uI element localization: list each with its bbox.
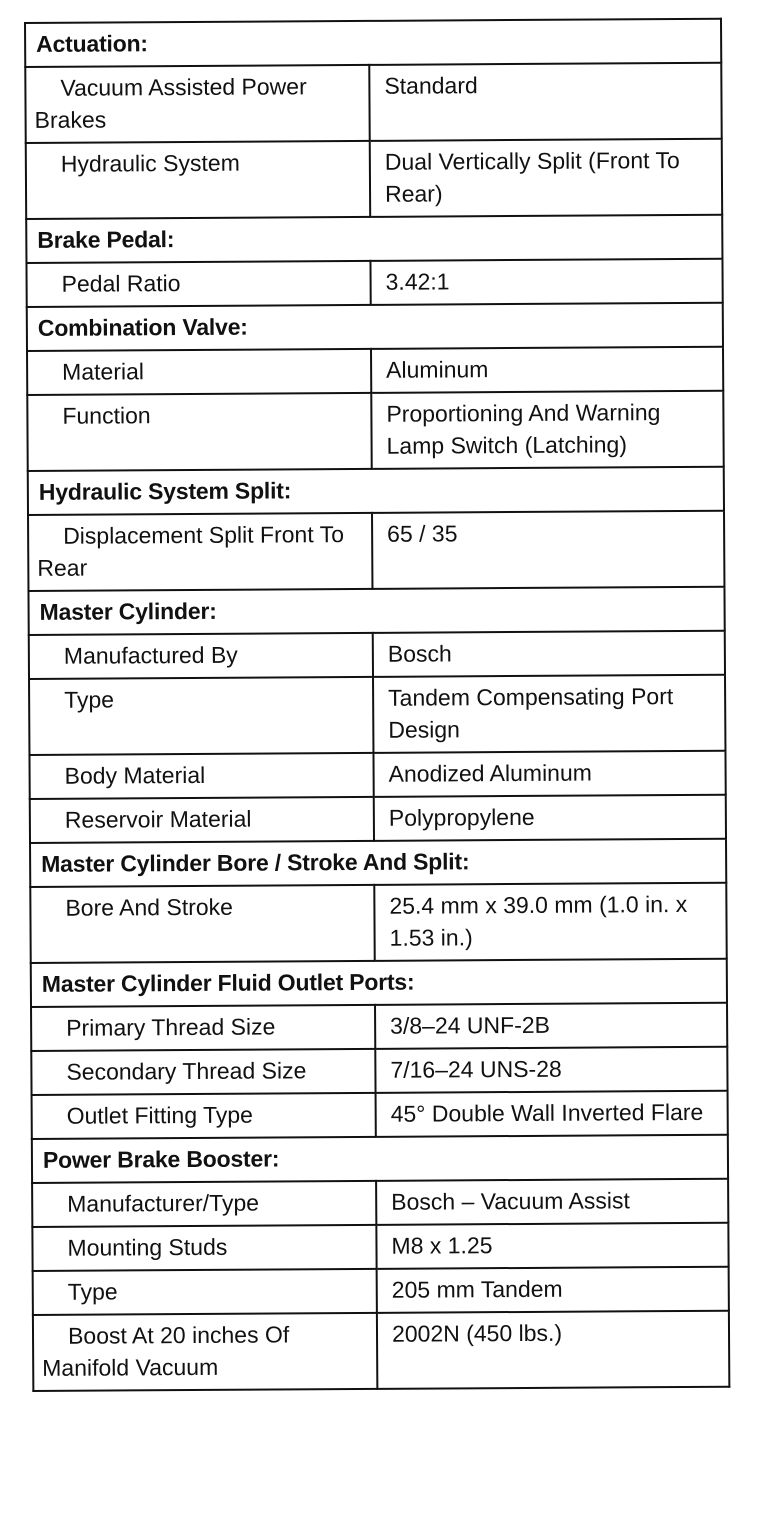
spec-row [30, 795, 726, 843]
spec-row [25, 63, 721, 143]
spec-label-cell [27, 349, 371, 395]
spec-label-cell [32, 1225, 376, 1271]
spec-label-cell [29, 677, 373, 755]
spec-label: Boost At 20 inches Of Manifold Vacuum [42, 1321, 290, 1381]
spec-value-cell [375, 1003, 727, 1049]
spec-row [29, 675, 725, 755]
spec-label-cell [32, 1093, 376, 1139]
spec-label: Reservoir Material [64, 805, 252, 833]
spec-label: Material [62, 358, 145, 385]
spec-row [31, 1047, 727, 1095]
spec-row [30, 883, 726, 963]
spec-label: Hydraulic System [60, 149, 240, 177]
spec-row [29, 631, 725, 679]
spec-label: Bore And Stroke [65, 893, 233, 921]
section-header-row [28, 587, 724, 635]
spec-value-cell [373, 751, 725, 797]
section-header-row [32, 1135, 728, 1183]
spec-label-cell [31, 1005, 375, 1051]
section-title: Master Cylinder: [28, 587, 724, 635]
spec-label-cell [33, 1269, 377, 1315]
brake-specifications-table [24, 18, 730, 1392]
spec-row [33, 1267, 729, 1315]
spec-label-cell [30, 797, 374, 843]
section-title: Combination Valve: [27, 303, 723, 351]
spec-row [26, 259, 722, 307]
spec-value-cell [377, 1311, 729, 1389]
spec-value: 2002N (450 lbs.) [391, 1319, 563, 1347]
spec-row [29, 751, 725, 799]
spec-label: Function [62, 402, 151, 429]
spec-row [31, 1003, 727, 1051]
section-header-row [27, 303, 723, 351]
spec-value-cell [371, 347, 723, 393]
spec-value-cell [369, 63, 721, 141]
spec-value-cell [374, 883, 726, 961]
spec-row [27, 347, 723, 395]
spec-label: Primary Thread Size [66, 1013, 276, 1041]
spec-label: Manufactured By [63, 641, 238, 669]
spec-label-cell [28, 513, 372, 591]
section-header-row [31, 959, 727, 1007]
spec-value-cell [371, 391, 723, 469]
section-title: Master Cylinder Bore / Stroke And Split: [30, 839, 726, 887]
spec-label: Mounting Studs [67, 1233, 228, 1261]
spec-value: Dual Vertically Split (Front To Rear) [384, 146, 680, 207]
section-title: Brake Pedal: [26, 215, 722, 263]
spec-value-cell [373, 631, 725, 677]
section-title: Actuation: [25, 19, 721, 67]
section-header-row [26, 215, 722, 263]
spec-row [28, 511, 724, 591]
spec-label-cell [27, 393, 371, 471]
spec-value: 205 mm Tandem [391, 1275, 563, 1303]
spec-label: Type [64, 686, 115, 713]
spec-value: Anodized Aluminum [388, 759, 592, 787]
spec-label: Manufacturer/Type [67, 1189, 260, 1217]
spec-value: 65 / 35 [387, 520, 458, 547]
spec-value-cell [370, 259, 722, 305]
spec-value-cell [377, 1267, 729, 1313]
spec-table-body [25, 19, 729, 1391]
spec-value: Polypropylene [388, 803, 535, 831]
spec-value: 3/8–24 UNF-2B [390, 1011, 551, 1039]
section-header-row [25, 19, 721, 67]
spec-value-cell [370, 139, 722, 217]
section-header-row [30, 839, 726, 887]
spec-label-cell [29, 633, 373, 679]
spec-value: Proportioning And Warning Lamp Switch (Latching) [386, 399, 661, 459]
spec-row [33, 1311, 729, 1391]
spec-value: Bosch – Vacuum Assist [391, 1187, 630, 1215]
spec-value-cell [376, 1091, 728, 1137]
spec-value-cell [374, 795, 726, 841]
spec-label-cell [25, 65, 369, 143]
spec-label-cell [30, 885, 374, 963]
spec-value: M8 x 1.25 [391, 1232, 493, 1259]
section-title: Power Brake Booster: [32, 1135, 728, 1183]
section-title: Hydraulic System Split: [28, 467, 724, 515]
spec-label: Pedal Ratio [61, 270, 181, 297]
spec-label: Outlet Fitting Type [66, 1101, 253, 1129]
spec-value-cell [373, 675, 725, 753]
spec-label-cell [29, 753, 373, 799]
spec-label-cell [26, 261, 370, 307]
spec-label: Body Material [64, 761, 206, 789]
spec-row [26, 139, 722, 219]
spec-value: Standard [384, 72, 478, 99]
spec-label-cell [33, 1313, 377, 1391]
spec-value: 45° Double Wall Inverted Flare [390, 1098, 704, 1127]
spec-label-cell [32, 1181, 376, 1227]
spec-value: Tandem Compensating Port Design [388, 683, 674, 743]
spec-value-cell [372, 511, 724, 589]
spec-value: 25.4 mm x 39.0 mm (1.0 in. x 1.53 in.) [389, 890, 688, 951]
spec-label: Vacuum Assisted Power Brakes [34, 73, 307, 133]
spec-value-cell [375, 1047, 727, 1093]
spec-label-cell [26, 141, 370, 219]
spec-value-cell [376, 1223, 728, 1269]
spec-value: Aluminum [386, 356, 489, 383]
spec-label-cell [31, 1049, 375, 1095]
spec-label: Secondary Thread Size [66, 1057, 307, 1085]
spec-value: Bosch [387, 640, 452, 667]
spec-row [32, 1223, 728, 1271]
section-title: Master Cylinder Fluid Outlet Ports: [31, 959, 727, 1007]
spec-value: 3.42:1 [385, 268, 450, 295]
spec-value: 7/16–24 UNS-28 [390, 1055, 562, 1083]
spec-value-cell [376, 1179, 728, 1225]
spec-label: Displacement Split Front To Rear [37, 521, 345, 581]
spec-label: Type [67, 1278, 118, 1305]
spec-row [27, 391, 723, 471]
spec-row [32, 1179, 728, 1227]
spec-row [32, 1091, 728, 1139]
section-header-row [28, 467, 724, 515]
